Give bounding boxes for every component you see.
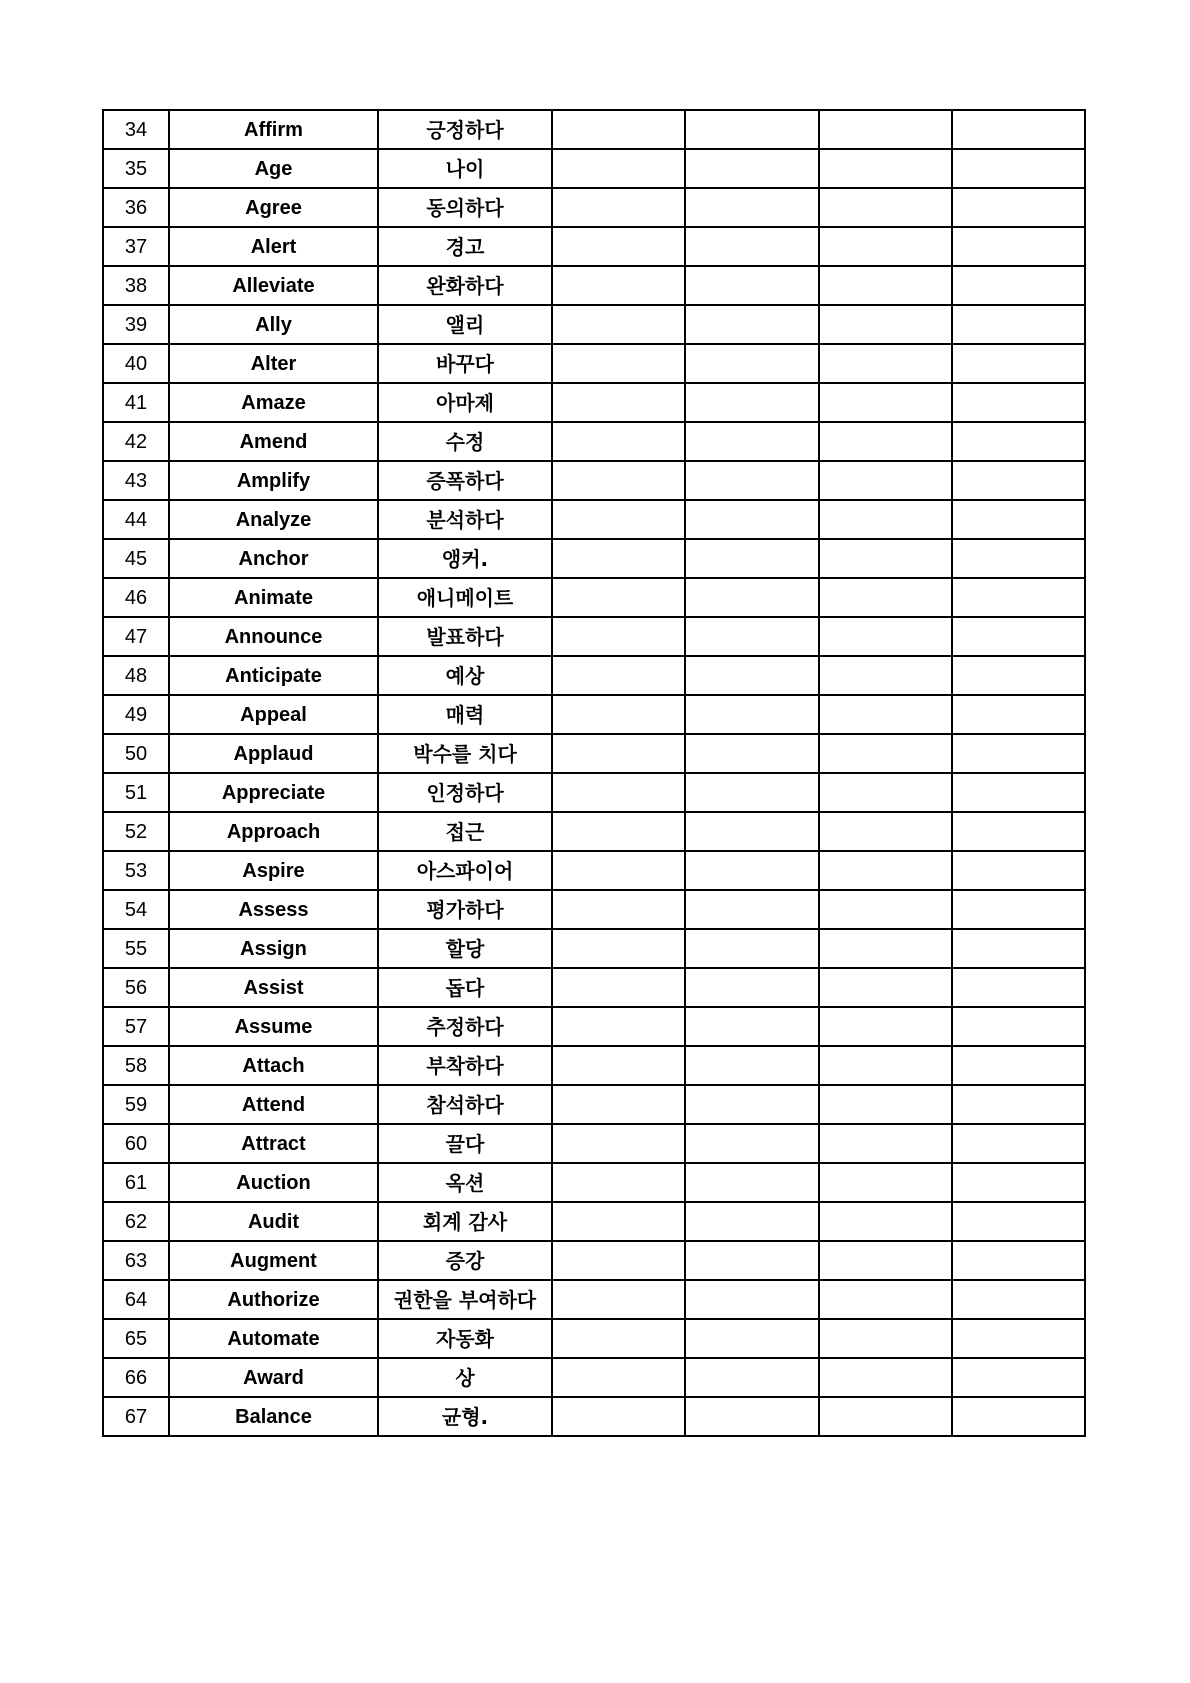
blank-practice-cell bbox=[685, 734, 819, 773]
english-word-cell: Amend bbox=[169, 422, 378, 461]
blank-practice-cell bbox=[552, 578, 685, 617]
table-row bbox=[103, 1358, 1085, 1397]
blank-practice-cell bbox=[952, 344, 1085, 383]
english-word-cell: Attract bbox=[169, 1124, 378, 1163]
blank-practice-cell bbox=[952, 617, 1085, 656]
table-row bbox=[103, 539, 1085, 578]
english-word-cell: Auction bbox=[169, 1163, 378, 1202]
row-number-cell: 55 bbox=[103, 929, 169, 968]
blank-practice-cell bbox=[819, 461, 952, 500]
blank-practice-cell bbox=[819, 1358, 952, 1397]
blank-practice-cell bbox=[685, 422, 819, 461]
blank-practice-cell bbox=[552, 968, 685, 1007]
blank-practice-cell bbox=[552, 344, 685, 383]
table-row bbox=[103, 695, 1085, 734]
blank-practice-cell bbox=[552, 539, 685, 578]
table-row bbox=[103, 968, 1085, 1007]
blank-practice-cell bbox=[685, 968, 819, 1007]
blank-practice-cell bbox=[819, 1319, 952, 1358]
vocabulary-table bbox=[102, 109, 1086, 1437]
blank-practice-cell bbox=[552, 500, 685, 539]
korean-meaning-cell: 경고 bbox=[378, 227, 552, 266]
blank-practice-cell bbox=[685, 461, 819, 500]
blank-practice-cell bbox=[552, 422, 685, 461]
english-word-cell: Assume bbox=[169, 1007, 378, 1046]
blank-practice-cell bbox=[819, 1124, 952, 1163]
table-row bbox=[103, 1241, 1085, 1280]
english-word-cell: Appeal bbox=[169, 695, 378, 734]
blank-practice-cell bbox=[552, 1397, 685, 1436]
korean-meaning-cell: 발표하다 bbox=[378, 617, 552, 656]
english-word-cell: Anchor bbox=[169, 539, 378, 578]
english-word-cell: Affirm bbox=[169, 110, 378, 149]
blank-practice-cell bbox=[952, 1124, 1085, 1163]
row-number-cell: 43 bbox=[103, 461, 169, 500]
blank-practice-cell bbox=[819, 695, 952, 734]
blank-practice-cell bbox=[685, 383, 819, 422]
blank-practice-cell bbox=[552, 773, 685, 812]
blank-practice-cell bbox=[552, 1163, 685, 1202]
blank-practice-cell bbox=[819, 851, 952, 890]
blank-practice-cell bbox=[952, 1280, 1085, 1319]
korean-meaning-cell: 수정 bbox=[378, 422, 552, 461]
row-number-cell: 65 bbox=[103, 1319, 169, 1358]
blank-practice-cell bbox=[819, 383, 952, 422]
english-word-cell: Applaud bbox=[169, 734, 378, 773]
blank-practice-cell bbox=[952, 539, 1085, 578]
blank-practice-cell bbox=[952, 773, 1085, 812]
table-row bbox=[103, 1085, 1085, 1124]
korean-meaning-cell: 아마제 bbox=[378, 383, 552, 422]
blank-practice-cell bbox=[952, 188, 1085, 227]
english-word-cell: Agree bbox=[169, 188, 378, 227]
blank-practice-cell bbox=[819, 968, 952, 1007]
blank-practice-cell bbox=[552, 110, 685, 149]
blank-practice-cell bbox=[685, 110, 819, 149]
row-number-cell: 54 bbox=[103, 890, 169, 929]
blank-practice-cell bbox=[685, 656, 819, 695]
blank-practice-cell bbox=[952, 968, 1085, 1007]
blank-practice-cell bbox=[952, 1007, 1085, 1046]
row-number-cell: 66 bbox=[103, 1358, 169, 1397]
blank-practice-cell bbox=[685, 539, 819, 578]
blank-practice-cell bbox=[952, 812, 1085, 851]
blank-practice-cell bbox=[819, 1163, 952, 1202]
blank-practice-cell bbox=[685, 695, 819, 734]
blank-practice-cell bbox=[819, 1241, 952, 1280]
blank-practice-cell bbox=[952, 110, 1085, 149]
table-row bbox=[103, 227, 1085, 266]
blank-practice-cell bbox=[819, 1280, 952, 1319]
korean-meaning-cell: 돕다 bbox=[378, 968, 552, 1007]
blank-practice-cell bbox=[819, 812, 952, 851]
blank-practice-cell bbox=[685, 1241, 819, 1280]
blank-practice-cell bbox=[685, 149, 819, 188]
korean-meaning-cell: 예상 bbox=[378, 656, 552, 695]
table-row bbox=[103, 461, 1085, 500]
row-number-cell: 49 bbox=[103, 695, 169, 734]
korean-meaning-cell: 애니메이트 bbox=[378, 578, 552, 617]
english-word-cell: Alleviate bbox=[169, 266, 378, 305]
korean-meaning-cell: 앵커. bbox=[378, 539, 552, 578]
blank-practice-cell bbox=[819, 1085, 952, 1124]
korean-meaning-cell: 인정하다 bbox=[378, 773, 552, 812]
korean-meaning-cell: 평가하다 bbox=[378, 890, 552, 929]
blank-practice-cell bbox=[952, 929, 1085, 968]
blank-practice-cell bbox=[685, 1319, 819, 1358]
blank-practice-cell bbox=[552, 149, 685, 188]
korean-meaning-cell: 자동화 bbox=[378, 1319, 552, 1358]
blank-practice-cell bbox=[552, 1280, 685, 1319]
table-row bbox=[103, 1202, 1085, 1241]
korean-meaning-cell: 추정하다 bbox=[378, 1007, 552, 1046]
blank-practice-cell bbox=[952, 1319, 1085, 1358]
blank-practice-cell bbox=[685, 617, 819, 656]
blank-practice-cell bbox=[819, 422, 952, 461]
blank-practice-cell bbox=[552, 695, 685, 734]
row-number-cell: 38 bbox=[103, 266, 169, 305]
table-row bbox=[103, 149, 1085, 188]
blank-practice-cell bbox=[819, 188, 952, 227]
table-row bbox=[103, 500, 1085, 539]
blank-practice-cell bbox=[952, 1241, 1085, 1280]
table-row bbox=[103, 1163, 1085, 1202]
korean-meaning-cell: 옥션 bbox=[378, 1163, 552, 1202]
row-number-cell: 37 bbox=[103, 227, 169, 266]
korean-meaning-cell: 증폭하다 bbox=[378, 461, 552, 500]
blank-practice-cell bbox=[552, 1124, 685, 1163]
table-row bbox=[103, 1007, 1085, 1046]
table-row bbox=[103, 1319, 1085, 1358]
english-word-cell: Authorize bbox=[169, 1280, 378, 1319]
blank-practice-cell bbox=[552, 656, 685, 695]
blank-practice-cell bbox=[819, 227, 952, 266]
blank-practice-cell bbox=[819, 1397, 952, 1436]
table-row bbox=[103, 422, 1085, 461]
english-word-cell: Animate bbox=[169, 578, 378, 617]
english-word-cell: Audit bbox=[169, 1202, 378, 1241]
row-number-cell: 45 bbox=[103, 539, 169, 578]
english-word-cell: Assess bbox=[169, 890, 378, 929]
blank-practice-cell bbox=[952, 1358, 1085, 1397]
english-word-cell: Alert bbox=[169, 227, 378, 266]
korean-meaning-cell: 완화하다 bbox=[378, 266, 552, 305]
blank-practice-cell bbox=[952, 578, 1085, 617]
korean-meaning-cell: 부착하다 bbox=[378, 1046, 552, 1085]
blank-practice-cell bbox=[952, 734, 1085, 773]
blank-practice-cell bbox=[685, 305, 819, 344]
blank-practice-cell bbox=[685, 266, 819, 305]
table-row bbox=[103, 617, 1085, 656]
blank-practice-cell bbox=[552, 266, 685, 305]
english-word-cell: Amplify bbox=[169, 461, 378, 500]
blank-practice-cell bbox=[819, 500, 952, 539]
table-row bbox=[103, 305, 1085, 344]
blank-practice-cell bbox=[685, 227, 819, 266]
vocabulary-table-body bbox=[103, 110, 1085, 1436]
table-row bbox=[103, 929, 1085, 968]
row-number-cell: 46 bbox=[103, 578, 169, 617]
english-word-cell: Assist bbox=[169, 968, 378, 1007]
table-row bbox=[103, 188, 1085, 227]
blank-practice-cell bbox=[819, 773, 952, 812]
blank-practice-cell bbox=[552, 461, 685, 500]
blank-practice-cell bbox=[819, 344, 952, 383]
english-word-cell: Augment bbox=[169, 1241, 378, 1280]
blank-practice-cell bbox=[819, 890, 952, 929]
table-row bbox=[103, 266, 1085, 305]
table-row bbox=[103, 1280, 1085, 1319]
blank-practice-cell bbox=[952, 1085, 1085, 1124]
blank-practice-cell bbox=[952, 305, 1085, 344]
row-number-cell: 60 bbox=[103, 1124, 169, 1163]
english-word-cell: Assign bbox=[169, 929, 378, 968]
blank-practice-cell bbox=[819, 266, 952, 305]
blank-practice-cell bbox=[552, 1202, 685, 1241]
blank-practice-cell bbox=[552, 227, 685, 266]
blank-practice-cell bbox=[952, 227, 1085, 266]
korean-meaning-cell: 접근 bbox=[378, 812, 552, 851]
blank-practice-cell bbox=[952, 656, 1085, 695]
table-row bbox=[103, 578, 1085, 617]
english-word-cell: Automate bbox=[169, 1319, 378, 1358]
row-number-cell: 51 bbox=[103, 773, 169, 812]
blank-practice-cell bbox=[819, 539, 952, 578]
blank-practice-cell bbox=[952, 1163, 1085, 1202]
blank-practice-cell bbox=[819, 305, 952, 344]
blank-practice-cell bbox=[819, 929, 952, 968]
blank-practice-cell bbox=[552, 851, 685, 890]
blank-practice-cell bbox=[952, 461, 1085, 500]
blank-practice-cell bbox=[552, 617, 685, 656]
blank-practice-cell bbox=[685, 1163, 819, 1202]
blank-practice-cell bbox=[952, 851, 1085, 890]
blank-practice-cell bbox=[552, 188, 685, 227]
row-number-cell: 36 bbox=[103, 188, 169, 227]
blank-practice-cell bbox=[952, 1397, 1085, 1436]
table-row bbox=[103, 656, 1085, 695]
korean-meaning-cell: 상 bbox=[378, 1358, 552, 1397]
korean-meaning-cell: 증강 bbox=[378, 1241, 552, 1280]
korean-meaning-cell: 분석하다 bbox=[378, 500, 552, 539]
blank-practice-cell bbox=[952, 422, 1085, 461]
blank-practice-cell bbox=[952, 1202, 1085, 1241]
blank-practice-cell bbox=[819, 734, 952, 773]
blank-practice-cell bbox=[552, 890, 685, 929]
row-number-cell: 53 bbox=[103, 851, 169, 890]
korean-meaning-cell: 동의하다 bbox=[378, 188, 552, 227]
row-number-cell: 39 bbox=[103, 305, 169, 344]
english-word-cell: Alter bbox=[169, 344, 378, 383]
blank-practice-cell bbox=[552, 383, 685, 422]
korean-meaning-cell: 나이 bbox=[378, 149, 552, 188]
blank-practice-cell bbox=[819, 617, 952, 656]
table-row bbox=[103, 1124, 1085, 1163]
blank-practice-cell bbox=[685, 1046, 819, 1085]
row-number-cell: 35 bbox=[103, 149, 169, 188]
row-number-cell: 56 bbox=[103, 968, 169, 1007]
korean-meaning-cell: 앨리 bbox=[378, 305, 552, 344]
row-number-cell: 52 bbox=[103, 812, 169, 851]
table-row bbox=[103, 734, 1085, 773]
english-word-cell: Approach bbox=[169, 812, 378, 851]
blank-practice-cell bbox=[819, 578, 952, 617]
blank-practice-cell bbox=[685, 890, 819, 929]
blank-practice-cell bbox=[685, 1007, 819, 1046]
table-row bbox=[103, 110, 1085, 149]
korean-meaning-cell: 박수를 치다 bbox=[378, 734, 552, 773]
blank-practice-cell bbox=[819, 1007, 952, 1046]
table-row bbox=[103, 812, 1085, 851]
english-word-cell: Attend bbox=[169, 1085, 378, 1124]
blank-practice-cell bbox=[952, 266, 1085, 305]
row-number-cell: 67 bbox=[103, 1397, 169, 1436]
korean-meaning-cell: 아스파이어 bbox=[378, 851, 552, 890]
blank-practice-cell bbox=[552, 929, 685, 968]
table-row bbox=[103, 773, 1085, 812]
english-word-cell: Ally bbox=[169, 305, 378, 344]
blank-practice-cell bbox=[952, 500, 1085, 539]
korean-meaning-cell: 끌다 bbox=[378, 1124, 552, 1163]
blank-practice-cell bbox=[952, 695, 1085, 734]
english-word-cell: Announce bbox=[169, 617, 378, 656]
row-number-cell: 61 bbox=[103, 1163, 169, 1202]
korean-meaning-cell: 매력 bbox=[378, 695, 552, 734]
blank-practice-cell bbox=[552, 305, 685, 344]
blank-practice-cell bbox=[819, 1046, 952, 1085]
korean-meaning-cell: 균형. bbox=[378, 1397, 552, 1436]
blank-practice-cell bbox=[685, 1280, 819, 1319]
table-row bbox=[103, 344, 1085, 383]
blank-practice-cell bbox=[552, 1085, 685, 1124]
blank-practice-cell bbox=[685, 851, 819, 890]
blank-practice-cell bbox=[685, 188, 819, 227]
english-word-cell: Amaze bbox=[169, 383, 378, 422]
korean-meaning-cell: 할당 bbox=[378, 929, 552, 968]
english-word-cell: Award bbox=[169, 1358, 378, 1397]
blank-practice-cell bbox=[552, 1241, 685, 1280]
blank-practice-cell bbox=[685, 1124, 819, 1163]
blank-practice-cell bbox=[685, 1397, 819, 1436]
blank-practice-cell bbox=[552, 1358, 685, 1397]
blank-practice-cell bbox=[552, 734, 685, 773]
row-number-cell: 64 bbox=[103, 1280, 169, 1319]
english-word-cell: Attach bbox=[169, 1046, 378, 1085]
row-number-cell: 41 bbox=[103, 383, 169, 422]
blank-practice-cell bbox=[819, 656, 952, 695]
english-word-cell: Aspire bbox=[169, 851, 378, 890]
table-row bbox=[103, 890, 1085, 929]
row-number-cell: 42 bbox=[103, 422, 169, 461]
row-number-cell: 63 bbox=[103, 1241, 169, 1280]
korean-meaning-cell: 회계 감사 bbox=[378, 1202, 552, 1241]
blank-practice-cell bbox=[552, 1007, 685, 1046]
blank-practice-cell bbox=[685, 773, 819, 812]
table-row bbox=[103, 851, 1085, 890]
blank-practice-cell bbox=[952, 383, 1085, 422]
row-number-cell: 48 bbox=[103, 656, 169, 695]
blank-practice-cell bbox=[952, 149, 1085, 188]
row-number-cell: 58 bbox=[103, 1046, 169, 1085]
row-number-cell: 34 bbox=[103, 110, 169, 149]
blank-practice-cell bbox=[685, 344, 819, 383]
blank-practice-cell bbox=[952, 890, 1085, 929]
row-number-cell: 59 bbox=[103, 1085, 169, 1124]
row-number-cell: 50 bbox=[103, 734, 169, 773]
blank-practice-cell bbox=[819, 1202, 952, 1241]
blank-practice-cell bbox=[685, 1202, 819, 1241]
blank-practice-cell bbox=[552, 812, 685, 851]
blank-practice-cell bbox=[685, 1085, 819, 1124]
blank-practice-cell bbox=[819, 110, 952, 149]
row-number-cell: 40 bbox=[103, 344, 169, 383]
blank-practice-cell bbox=[552, 1046, 685, 1085]
row-number-cell: 44 bbox=[103, 500, 169, 539]
table-row bbox=[103, 383, 1085, 422]
table-row bbox=[103, 1046, 1085, 1085]
english-word-cell: Balance bbox=[169, 1397, 378, 1436]
blank-practice-cell bbox=[685, 1358, 819, 1397]
korean-meaning-cell: 권한을 부여하다 bbox=[378, 1280, 552, 1319]
blank-practice-cell bbox=[685, 929, 819, 968]
blank-practice-cell bbox=[685, 500, 819, 539]
row-number-cell: 57 bbox=[103, 1007, 169, 1046]
table-row bbox=[103, 1397, 1085, 1436]
korean-meaning-cell: 참석하다 bbox=[378, 1085, 552, 1124]
blank-practice-cell bbox=[552, 1319, 685, 1358]
blank-practice-cell bbox=[685, 578, 819, 617]
english-word-cell: Analyze bbox=[169, 500, 378, 539]
english-word-cell: Anticipate bbox=[169, 656, 378, 695]
english-word-cell: Appreciate bbox=[169, 773, 378, 812]
row-number-cell: 47 bbox=[103, 617, 169, 656]
korean-meaning-cell: 긍정하다 bbox=[378, 110, 552, 149]
blank-practice-cell bbox=[685, 812, 819, 851]
blank-practice-cell bbox=[819, 149, 952, 188]
korean-meaning-cell: 바꾸다 bbox=[378, 344, 552, 383]
english-word-cell: Age bbox=[169, 149, 378, 188]
row-number-cell: 62 bbox=[103, 1202, 169, 1241]
blank-practice-cell bbox=[952, 1046, 1085, 1085]
